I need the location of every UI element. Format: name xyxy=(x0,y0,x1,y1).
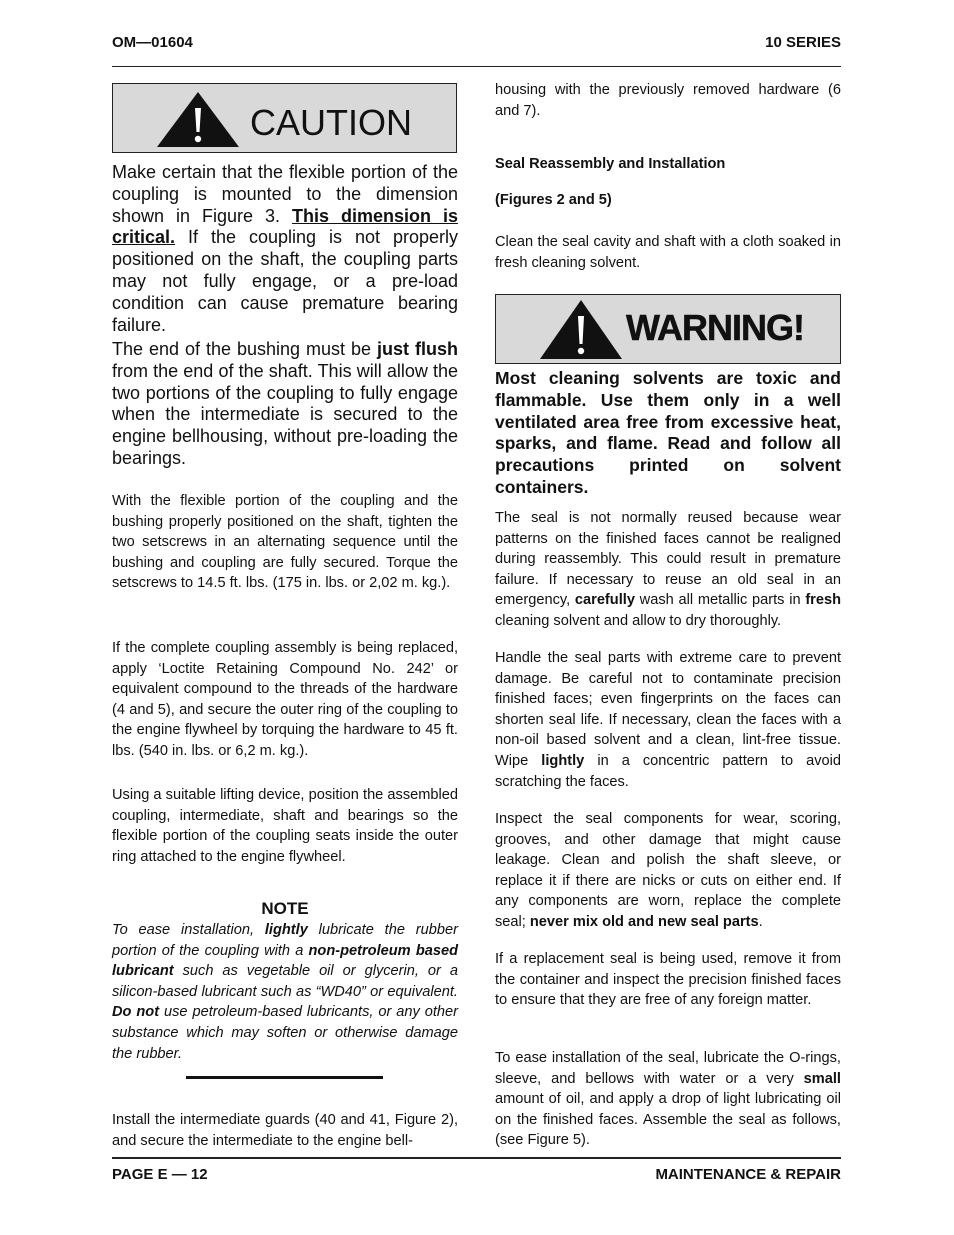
caution-label: CAUTION xyxy=(250,102,412,143)
header-doc-number: OM—01604 xyxy=(112,34,193,51)
emphasis: small xyxy=(803,1070,841,1087)
left-para-3: With the flexible portion of the coupling and the bushing properly positioned on the shaft, tighten the two setscrews in an alternating sequence until the bushing and coupling are fully secured. Torque the setscrews to 14.5 ft. lbs. (175 in. lbs. or 2,02 m. kg.). xyxy=(112,493,458,592)
text: The end of the bushing must be xyxy=(112,339,378,359)
warning-label: WARNING! xyxy=(626,307,804,348)
right-para-5: If a replacement seal is being used, remove it from the container and inspect the precision finished faces to ensure that they are free of any foreign matter. xyxy=(495,951,841,1009)
text: Inspect the seal components for wear, scoring, grooves, and other damage that might cause leakage. Clean and polish the shaft sleeve, or replace it if there are nicks or cuts on either end. If any components are worn, replace the complete seal; xyxy=(495,811,841,930)
text: cleaning solvent and allow to dry thoroughly. xyxy=(495,612,782,629)
text: . xyxy=(758,913,763,930)
text: The seal is not normally reused because wear patterns on the finished faces cannot be realigned during reassembly. This could result in premature failure. If necessary to reuse an old seal in an emergency, xyxy=(495,510,841,609)
text: Make certain that the flexible portion of the coupling is mounted to the dimension shown in Figure 3. xyxy=(112,162,458,226)
emphasis: carefully xyxy=(574,592,635,609)
warning-triangle-icon xyxy=(538,298,624,360)
left-para-6: Install the intermediate guards (40 and 41, Figure 2), and secure the intermediate to the engine bell- xyxy=(112,1112,458,1149)
right-para-2 xyxy=(495,508,841,632)
note-title: NOTE xyxy=(261,899,309,918)
warning-text: Most cleaning solvents are toxic and flammable. Use them only in a well ventilated area free from excessive heat, sparks, and flame. Read and follow all precautions printed on solvent containers. xyxy=(495,368,841,497)
text: amount of oil, and apply a drop of light lubricating oil on the finished faces. Assemble the seal as follows, (see Figure 5). xyxy=(495,1091,841,1149)
text: use petroleum-based lubricants, or any other substance which may soften or otherwise damage the rubber. xyxy=(112,1004,458,1062)
text: If the coupling is not properly positioned on the shaft, the coupling parts may not fully engage, or a pre-load condition can cause premature bearing failure. xyxy=(112,227,458,335)
left-para-5: Using a suitable lifting device, position the assembled coupling, intermediate, shaft and bearings so the flexible portion of the coupling seats inside the outer ring attached to the engine flywheel. xyxy=(112,787,458,865)
emphasis: never mix old and new seal parts xyxy=(529,913,759,930)
footer-rule xyxy=(112,1157,841,1159)
text: from the end of the shaft. This will allow the two portions of the coupling to fully engage when the intermediate is secured to the engine bellhousing, without pre-loading the bearings. xyxy=(112,360,458,468)
left-para-4: If the complete coupling assembly is being replaced, apply ‘Loctite Retaining Compound No. 242’ or equivalent compound to the threads of the hardware (4 and 5), and secure the outer ring of the coupling to the engine flywheel by torquing the hardware to 45 ft. lbs. (540 in. lbs. or 6,2 m. kg.). xyxy=(112,640,458,759)
section-title: Seal Reassembly and Installation xyxy=(495,156,726,172)
emphasis: fresh xyxy=(805,592,841,609)
left-para-1 xyxy=(112,162,458,336)
warning-triangle-icon xyxy=(155,90,241,148)
text: To ease installation, xyxy=(112,922,265,938)
text: wash all metallic parts in xyxy=(634,592,806,609)
right-para-3 xyxy=(495,648,841,792)
text: To ease installation of the seal, lubricate the O-rings, sleeve, and bellows with water or a very xyxy=(495,1050,841,1087)
footer-section: MAINTENANCE & REPAIR xyxy=(655,1166,841,1183)
note-text xyxy=(112,920,458,1064)
text: such as vegetable oil or glycerin, or a silicon-based lubricant such as “WD40” or equivalent. xyxy=(112,963,458,1000)
header-series: 10 SERIES xyxy=(765,34,841,51)
right-para-6 xyxy=(495,1048,841,1151)
left-para-2 xyxy=(112,339,458,470)
right-para-1: Clean the seal cavity and shaft with a cloth soaked in fresh cleaning solvent. xyxy=(495,234,841,271)
section-subtitle: (Figures 2 and 5) xyxy=(495,192,612,208)
emphasis: Do not xyxy=(112,1004,160,1021)
text: lubricate the rubber portion of the coupling with a xyxy=(112,922,458,959)
footer-page-number: PAGE E — 12 xyxy=(112,1166,208,1183)
text: in a concentric pattern to avoid scratching the faces. xyxy=(495,752,841,790)
emphasis: lightly xyxy=(264,922,308,938)
right-para-0: housing with the previously removed hardware (6 and 7). xyxy=(495,82,841,119)
right-para-4 xyxy=(495,809,841,933)
caution-box xyxy=(112,83,457,153)
emphasis: lightly xyxy=(541,752,585,769)
emphasis-just-flush: just flush xyxy=(377,339,459,359)
note-divider xyxy=(186,1076,383,1079)
emphasis-critical: This dimension is critical. xyxy=(112,205,459,248)
header-rule xyxy=(112,66,841,67)
warning-box xyxy=(495,294,841,364)
emphasis: non-petroleum based lubricant xyxy=(112,942,458,980)
text: Handle the seal parts with extreme care to prevent damage. Be careful not to contaminate precision finished faces; even fingerprints on the faces can shorten seal life. If necessary, clean the faces with a non-oil based solvent and a clean, lint-free tissue. Wipe xyxy=(495,650,841,769)
